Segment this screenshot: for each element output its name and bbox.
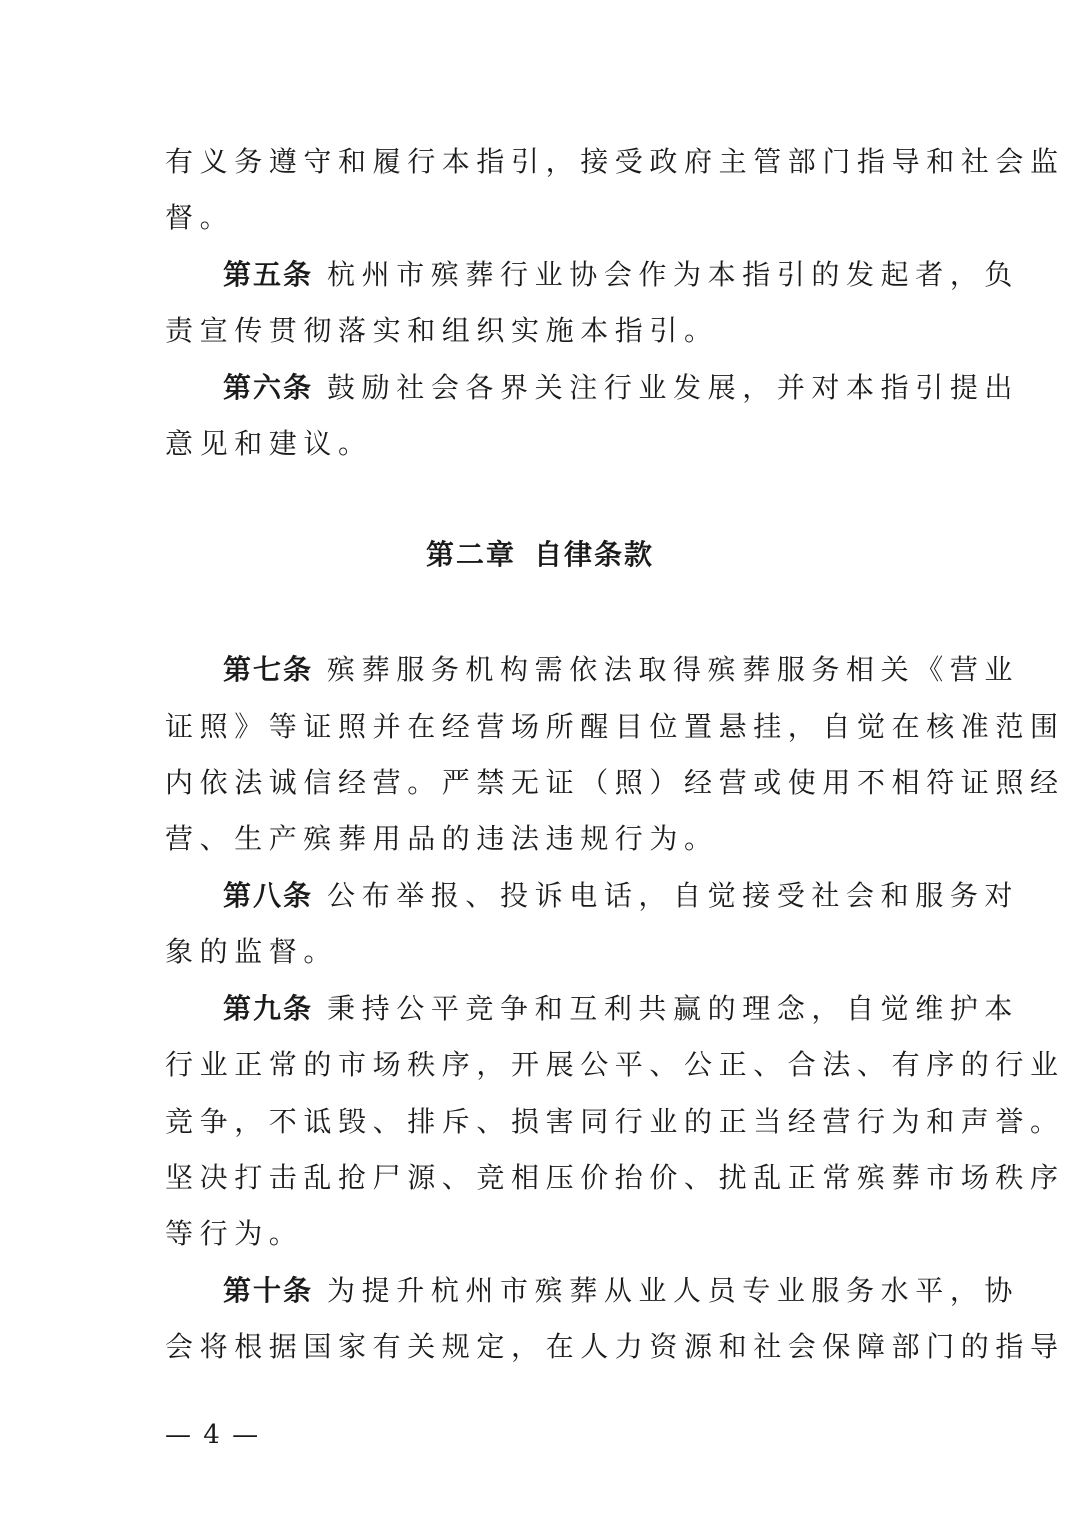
- article-9-text: 秉持公平竞争和互利共赢的理念，自觉维护本: [327, 992, 1020, 1025]
- chapter-title: 自律条款: [534, 538, 655, 571]
- article-9-label: 第九条: [223, 992, 314, 1025]
- paragraph-line: 行业正常的市场秩序，开展公平、公正、合法、有序的行业: [165, 1048, 1065, 1081]
- chapter-heading: [0, 535, 1080, 575]
- paragraph-line: 有义务遵守和履行本指引，接受政府主管部门指导和社会监: [165, 145, 1065, 178]
- article-10-text: 为提升杭州市殡葬从业人员专业服务水平，协: [327, 1274, 1020, 1307]
- article-9-first-line: [223, 989, 1020, 1029]
- paragraph-line: 营、生产殡葬用品的违法违规行为。: [165, 822, 719, 855]
- article-7-first-line: [223, 650, 1020, 690]
- paragraph-line: 象的监督。: [165, 935, 339, 968]
- article-6-first-line: [223, 368, 1020, 408]
- article-6-text: 鼓励社会各界关注行业发展，并对本指引提出: [327, 371, 1020, 404]
- article-7-text: 殡葬服务机构需依法取得殡葬服务相关《营业: [327, 653, 1020, 686]
- paragraph-line: 证照》等证照并在经营场所醒目位置悬挂，自觉在核准范围: [165, 710, 1065, 743]
- article-10-first-line: [223, 1271, 1020, 1311]
- article-6-label: 第六条: [223, 371, 314, 404]
- article-10-label: 第十条: [223, 1274, 314, 1307]
- paragraph-line: 意见和建议。: [165, 427, 373, 460]
- paragraph-line: 督。: [165, 201, 235, 234]
- article-5-text: 杭州市殡葬行业协会作为本指引的发起者，负: [327, 258, 1020, 291]
- paragraph-line: 会将根据国家有关规定，在人力资源和社会保障部门的指导: [165, 1330, 1065, 1363]
- article-8-text: 公布举报、投诉电话，自觉接受社会和服务对: [327, 879, 1020, 912]
- paragraph-line: 等行为。: [165, 1217, 304, 1250]
- article-8-first-line: [223, 876, 1020, 916]
- paragraph-line: 内依法诚信经营。严禁无证（照）经营或使用不相符证照经: [165, 766, 1065, 799]
- paragraph-line: 坚决打击乱抢尸源、竞相压价抬价、扰乱正常殡葬市场秩序: [165, 1161, 1065, 1194]
- article-5-label: 第五条: [223, 258, 314, 291]
- article-7-label: 第七条: [223, 653, 314, 686]
- article-5-first-line: [223, 255, 1020, 295]
- chapter-number: 第二章: [425, 538, 516, 571]
- article-8-label: 第八条: [223, 879, 314, 912]
- paragraph-line: 责宣传贯彻落实和组织实施本指引。: [165, 314, 719, 347]
- page-number: — 4 —: [165, 1420, 261, 1450]
- paragraph-line: 竞争，不诋毁、排斥、损害同行业的正当经营行为和声誉。: [165, 1105, 1065, 1138]
